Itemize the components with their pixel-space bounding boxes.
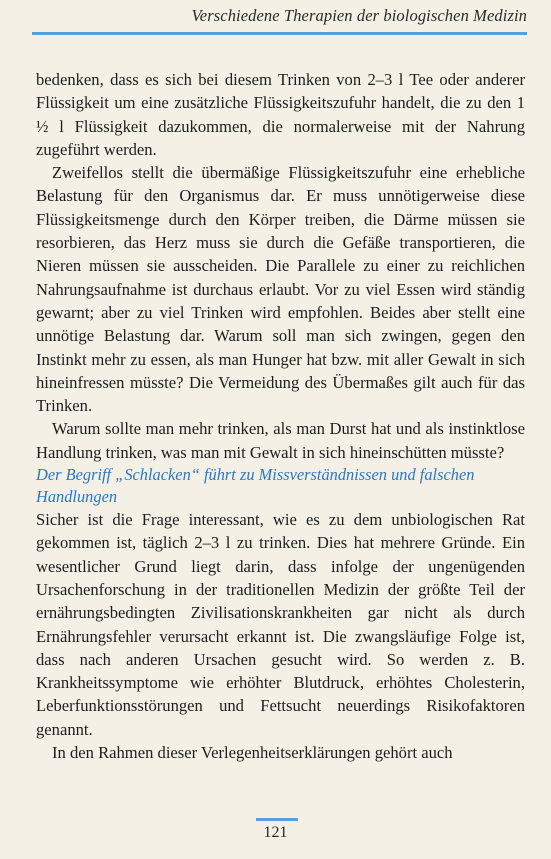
paragraph: In den Rahmen dieser Verlegenheitserklärungen gehört auch	[52, 743, 453, 763]
paragraph: Warum sollte man mehr trinken, als man Durst hat und als instinktlose Handlung trinken, was man mit Gewalt in sich hineinschütten müsste?	[36, 419, 525, 462]
header-rule	[32, 32, 527, 35]
section-subheading: Der Begriff „Schlacken“ führt zu Missverständnissen und falschen Handlungen	[36, 465, 475, 507]
page-number: 121	[263, 824, 288, 841]
page-body	[36, 68, 525, 764]
paragraph: Zweifellos stellt die übermäßige Flüssigkeitszufuhr eine erhebliche Belastung für den Organismus dar. Er muss unnötigerweise diese Flüssigkeitsmenge durch den Körper treiben, die Därme müssen sie resorbieren, das Herz muss sie durch die Gefäße transportieren, die Nieren müssen sie ausscheiden. Die Parallele zu einer zu reichlichen Nahrungsaufnahme ist durchaus erlaubt. Vor zu viel Essen wird ständig gewarnt; aber zu viel Trinken wird empfohlen. Beides aber stellt eine unnötige Belastung dar. Warum soll man sich zwingen, gegen den Instinkt mehr zu essen, als man Hunger hat bzw. mit aller Gewalt in sich hineinfressen müsste? Die Vermeidung des Übermaßes gilt auch für das Trinken.	[36, 163, 525, 416]
paragraph-continuation: bedenken, dass es sich bei diesem Trinken von 2–3 l Tee oder anderer Flüssigkeit um eine zusätzliche Flüssigkeitszufuhr handelt, die zu den 1 ½ l Flüssigkeit dazukommen, die normalerweise mit der Nahrung zugeführt werden.	[36, 70, 525, 159]
paragraph: Sicher ist die Frage interessant, wie es zu dem unbiologischen Rat gekommen ist, täglich 2–3 l zu trinken. Dies hat mehrere Gründe. Ein wesentlicher Grund liegt darin, dass infolge der ungenügenden Ursachenforschung in der traditionellen Medizin der größte Teil der ernährungsbedingten Zivilisationskrankheiten gar nicht als durch Ernährungsfehler verursacht erkannt ist. Die zwangsläufige Folge ist, dass nach anderen Ursachen gesucht wird. So werden z. B. Krankheitssymptome wie erhöhter Blutdruck, erhöhtes Cholesterin, Leberfunktionsstörungen und Fettsucht neuerdings Risikofaktoren genannt.	[36, 510, 525, 739]
running-header-title: Verschiedene Therapien der biologischen Medizin	[191, 6, 527, 25]
footer-rule	[256, 818, 298, 821]
